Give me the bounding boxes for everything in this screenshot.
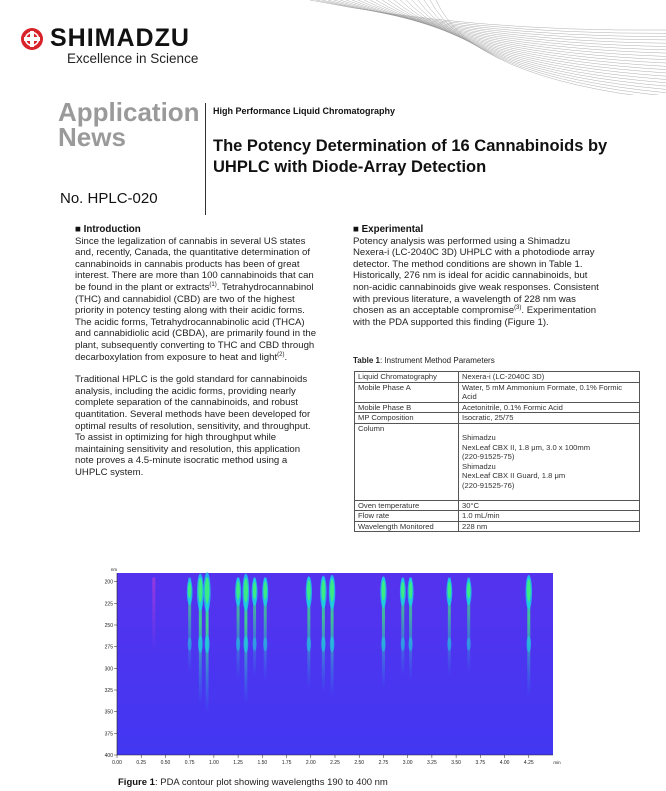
y-tick-label: 325 [104, 688, 113, 694]
chart-peak-core [401, 582, 405, 599]
x-tick-label: 3.25 [427, 760, 437, 766]
category-label: High Performance Liquid Chromatography [213, 106, 396, 116]
decoration-line [424, 0, 666, 93]
introduction-paragraph-1: Since the legalization of cannabis in several US states and, recently, Canada, the quantitative determination of cannabinoids in cannabis products has been of great interest. There are more than 100 cannabinoids that can be found in the plant or extracts$^{(1)}$. Tetrahydrocannabinol (THC) and cannabidiol (CBD) are two of the highest priority in potency testing along with their acidic forms. The acidic forms, Tetrahydrocannabinolic acid (THCA) and cannabidiolic acid (CBDA), are primarily found in the plant, subsequently converting to THC and CBD through decarboxylation from exposure to heat and light$^{(2)}$. [75, 235, 317, 363]
chart-peak-secondary [401, 637, 405, 651]
introduction-section [75, 224, 320, 489]
decoration-line [400, 0, 666, 80]
table-value: Acetonitrile, 0.1% Formic Acid [459, 402, 640, 413]
page-title: The Potency Determination of 16 Cannabinoids by UHPLC with Diode-Array Detection [213, 137, 608, 176]
table-value: 30°C [459, 500, 640, 511]
chart-peak [152, 577, 155, 652]
introduction-paragraph-2: Traditional HPLC is the gold standard for cannabinoids analysis, including the acidic forms, providing nearly complete separation of the cannabinoids, and robust quantitation. Several methods have been developed for optimal results of resolution, sensitivity, and throughput. To assist in optimizing for high throughput while maintaining sensitivity and resolution, this application note proves a 4.5-minute isocratic method using a UHPLC system. [75, 374, 311, 478]
header-divider [205, 103, 206, 215]
x-tick-label: 0.75 [184, 760, 195, 766]
table-row [355, 372, 640, 383]
decoration-line [388, 0, 666, 73]
table-key: Liquid Chromatography [355, 372, 459, 383]
decoration-line [436, 0, 666, 95]
chart-peak-core [330, 579, 334, 601]
table-row [355, 423, 640, 500]
x-tick-label: 4.25 [523, 760, 534, 766]
chart-peak-core [263, 581, 267, 599]
decoration-line [394, 0, 666, 76]
table-row [355, 521, 640, 532]
table-value: Isocratic, 25/75 [459, 413, 640, 424]
table-key: Column [355, 423, 459, 500]
chart-peak-core [382, 580, 386, 600]
chart-peak-secondary [205, 635, 210, 653]
table-value: Shimadzu NexLeaf CBX II, 1.8 μm, 3.0 x 100mm (220-91525-75) Shimadzu NexLeaf CBX II Guard, 1.8 μm (220-91525-76) [459, 423, 640, 500]
chart-peak-secondary [467, 638, 471, 651]
x-tick-label: 1.75 [281, 760, 292, 766]
table-row [355, 413, 640, 424]
series-title: Application News [58, 97, 200, 152]
table-value: 228 nm [459, 521, 640, 532]
chart-peak-core [205, 577, 209, 603]
y-tick-label: 225 [104, 601, 113, 608]
decoration-line [322, 0, 666, 37]
experimental-heading: ■ Experimental [353, 224, 424, 235]
table-row [355, 382, 640, 402]
y-tick-label: 350 [104, 709, 113, 716]
x-tick-label: 0.50 [160, 760, 171, 766]
table-value: 1.0 mL/min [459, 511, 640, 522]
table-row [355, 511, 640, 522]
document-number: No. HPLC-020 [60, 190, 158, 207]
y-tick-label: 375 [104, 731, 113, 738]
decoration-line [370, 0, 666, 63]
x-tick-label: 1.25 [233, 760, 243, 766]
chart-peak-core [198, 578, 202, 602]
experimental-paragraph: Potency analysis was performed using a Shimadzu Nexera-i (LC-2040C 3D) UHPLC with a photodiode array detector. The method conditions are shown in Table 1. Historically, 276 nm is ideal for acidic cannabinoids, but non-acidic cannabinoids give weak responses. Consistent with previous literature, a wavelength of 228 nm was chosen as an acceptable compromise$^{(3)}$. Experimentation with the PDA supported this finding (Figure 1). [353, 235, 599, 328]
table-key: Oven temperature [355, 500, 459, 511]
x-tick-label: 1.00 [209, 760, 219, 766]
brand-tagline: Excellence in Science [67, 51, 199, 66]
decoration-line [382, 0, 666, 70]
chart-peak-secondary [381, 637, 385, 652]
shimadzu-logo-icon [20, 27, 44, 51]
plot-area [117, 573, 553, 755]
pda-contour-plot [95, 565, 571, 775]
x-unit-label: min [553, 760, 561, 765]
x-tick-label: 3.50 [451, 760, 461, 766]
x-tick-label: 3.75 [475, 760, 486, 766]
chart-peak-secondary [408, 637, 412, 651]
x-tick-label: 2.50 [354, 760, 365, 766]
instrument-parameters-table [354, 371, 640, 532]
chart-peak-core [188, 582, 191, 598]
chart-peak-core [321, 580, 325, 601]
x-tick-label: 0.00 [112, 760, 122, 766]
x-tick-label: 1.50 [257, 760, 268, 766]
table-key: Mobile Phase B [355, 402, 459, 413]
figure-caption: Figure 1: PDA contour plot showing wavelengths 190 to 400 nm [118, 777, 388, 788]
table-key: Flow rate [355, 511, 459, 522]
chart-peak-secondary [330, 636, 335, 652]
table-key: Mobile Phase A [355, 382, 459, 402]
chart-peak-secondary [321, 636, 326, 652]
chart-peak-secondary [198, 636, 203, 653]
chart-peak-core [409, 581, 413, 599]
chart-peak-secondary [263, 637, 267, 651]
decoration-line [328, 0, 666, 40]
table-key: Wavelength Monitored [355, 521, 459, 532]
chart-peak-secondary [243, 636, 248, 653]
chart-peak-secondary [253, 637, 257, 651]
experimental-section [353, 224, 603, 339]
introduction-heading: ■ Introduction [75, 224, 141, 235]
chart-peak-core [448, 582, 452, 599]
chart-peak-core [467, 582, 470, 598]
header-decoration [300, 0, 666, 95]
chart-peak-secondary [236, 637, 240, 651]
chart-peak-core [527, 579, 531, 601]
brand-logo [20, 24, 190, 53]
table-value: Nexera-i (LC-2040C 3D) [459, 372, 640, 383]
y-unit-label: nm [110, 567, 118, 572]
x-tick-label: 4.00 [499, 760, 510, 766]
y-tick-label: 275 [104, 644, 113, 651]
y-tick-label: 400 [104, 753, 113, 759]
x-tick-label: 0.25 [136, 760, 147, 766]
chart-peak-core [244, 578, 248, 602]
x-tick-label: 2.75 [378, 760, 389, 766]
chart-peak-secondary [526, 636, 531, 652]
chart-peak-secondary [307, 637, 311, 652]
table-caption: Table 1: Instrument Method Parameters [353, 356, 495, 365]
chart-peak-core [307, 580, 311, 600]
brand-name: SHIMADZU [50, 24, 190, 52]
table-key: MP Composition [355, 413, 459, 424]
y-tick-label: 300 [104, 666, 113, 673]
x-tick-label: 2.25 [330, 760, 340, 766]
chart-peak-secondary [188, 638, 192, 651]
chart-peak-core [236, 581, 240, 599]
y-tick-label: 200 [104, 579, 113, 586]
chart-peak-secondary [447, 637, 451, 651]
x-tick-label: 3.00 [402, 760, 413, 766]
y-tick-label: 250 [104, 623, 113, 629]
chart-peak-core [253, 582, 256, 599]
x-tick-label: 2.00 [305, 760, 316, 766]
table-row [355, 500, 640, 511]
table-row [355, 402, 640, 413]
table-value: Water, 5 mM Ammonium Formate, 0.1% Formic Acid [459, 382, 640, 402]
